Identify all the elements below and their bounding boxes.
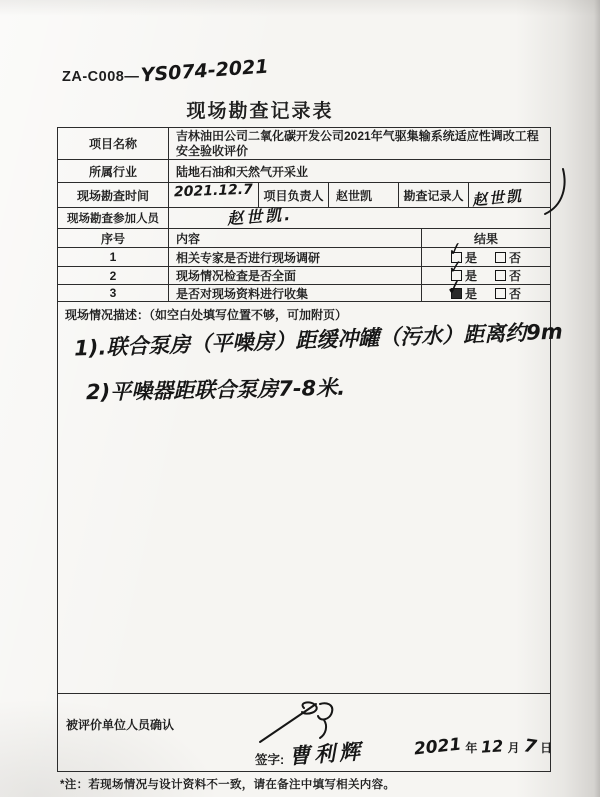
table-row-survey-time bbox=[58, 181, 550, 210]
date-year-unit: 年 bbox=[465, 741, 478, 755]
check-3-no-group bbox=[495, 285, 521, 302]
date-day-handwritten: 7 bbox=[522, 735, 538, 758]
sign-here-label: 签字: bbox=[255, 753, 285, 767]
table-row-checklist-header bbox=[58, 228, 550, 247]
confirmation-cell bbox=[58, 694, 553, 771]
table-row-confirmation bbox=[58, 693, 553, 771]
survey-time-value bbox=[168, 183, 258, 207]
description-label: 现场情况描述：（如空白处填写位置不够，可加附页） bbox=[65, 308, 348, 322]
participants-label: 现场勘查参加人员 bbox=[67, 213, 159, 225]
recorder-label: 勘查记录人 bbox=[398, 183, 468, 207]
recorder-signature: 赵世凯 bbox=[471, 186, 524, 210]
date-month-handwritten: 12 bbox=[480, 736, 505, 757]
page-title: 现场勘查记录表 bbox=[186, 101, 334, 122]
project-name-value: 吉林油田公司二氧化碳开发公司2021年气驱集输系统适应性调改工程安全验收评价 bbox=[168, 128, 550, 159]
document-code-printed: ZA-C008— bbox=[62, 68, 140, 85]
check-3-result bbox=[421, 274, 550, 301]
handwritten-tick-icon: ✓ bbox=[446, 256, 465, 278]
leader-label: 项目负责人 bbox=[258, 183, 328, 207]
table-row-description bbox=[58, 301, 563, 693]
table-row-participants bbox=[58, 204, 550, 229]
result-header: 结果 bbox=[421, 229, 550, 247]
participants-value-cell bbox=[168, 204, 550, 229]
no-label: 否 bbox=[509, 286, 522, 301]
checkbox-no-icon bbox=[495, 288, 506, 299]
document-code bbox=[62, 55, 270, 87]
description-cell bbox=[58, 302, 563, 693]
confirmation-label: 被评价单位人员确认 bbox=[66, 718, 175, 732]
footnote: *注：若现场情况与设计资料不一致，请在备注中填写相关内容。 bbox=[60, 779, 396, 791]
date-day-unit: 日 bbox=[540, 741, 553, 755]
check-2-result bbox=[421, 256, 550, 284]
no-label: 否 bbox=[509, 250, 522, 265]
description-handwritten-line-2: 2)平噪器距联合泵房7-8米. bbox=[85, 375, 346, 405]
handwritten-tick-icon: ✓ bbox=[445, 237, 465, 260]
no-label: 否 bbox=[509, 269, 522, 283]
check-1-no-group bbox=[495, 249, 521, 266]
confirmer-signature: 曹利辉 bbox=[288, 739, 365, 769]
leader-value: 赵世凯 bbox=[328, 183, 398, 207]
participants-handwritten: 赵世凯. bbox=[226, 204, 294, 229]
table-row-industry bbox=[58, 159, 550, 182]
confirmation-date bbox=[413, 734, 556, 760]
check-3-yes-group bbox=[443, 274, 477, 302]
check-3-content: 是否对现场资料进行收集 bbox=[168, 285, 421, 301]
description-handwritten-line-1: 1).联合泵房（平噪房）距缓冲罐（污水）距离约9m bbox=[73, 319, 563, 361]
check-2-no-group bbox=[495, 267, 521, 284]
check-2-content: 现场情况检查是否全面 bbox=[168, 267, 421, 284]
document-code-handwritten: YS074-2021 bbox=[140, 55, 270, 87]
check-1-num: 1 bbox=[109, 250, 117, 264]
seq-header: 序号 bbox=[100, 231, 125, 246]
check-2-num: 2 bbox=[109, 268, 117, 283]
check-1-content: 相关专家是否进行现场调研 bbox=[168, 248, 421, 266]
industry-label: 所属行业 bbox=[88, 164, 137, 179]
date-month-unit: 月 bbox=[507, 741, 520, 755]
industry-value: 陆地石油和天然气开采业 bbox=[168, 160, 550, 182]
survey-record-table bbox=[57, 127, 563, 772]
survey-time-label: 现场勘查时间 bbox=[76, 188, 149, 203]
handwritten-tick-icon: ✓ bbox=[443, 274, 465, 300]
project-name-label: 项目名称 bbox=[88, 137, 137, 151]
recorder-signature-cell bbox=[468, 183, 550, 210]
checkbox-no-icon bbox=[495, 270, 506, 281]
date-year-handwritten: 2021 bbox=[413, 734, 463, 760]
survey-time-handwritten: 2021.12.7 bbox=[173, 181, 254, 201]
table-row-project bbox=[58, 128, 550, 159]
check-3-num: 3 bbox=[109, 286, 117, 300]
checkbox-no-icon bbox=[495, 252, 506, 263]
yes-label: 是 bbox=[464, 250, 477, 265]
content-header: 内容 bbox=[168, 229, 421, 247]
yes-label: 是 bbox=[464, 269, 477, 283]
yes-label: 是 bbox=[464, 286, 477, 301]
